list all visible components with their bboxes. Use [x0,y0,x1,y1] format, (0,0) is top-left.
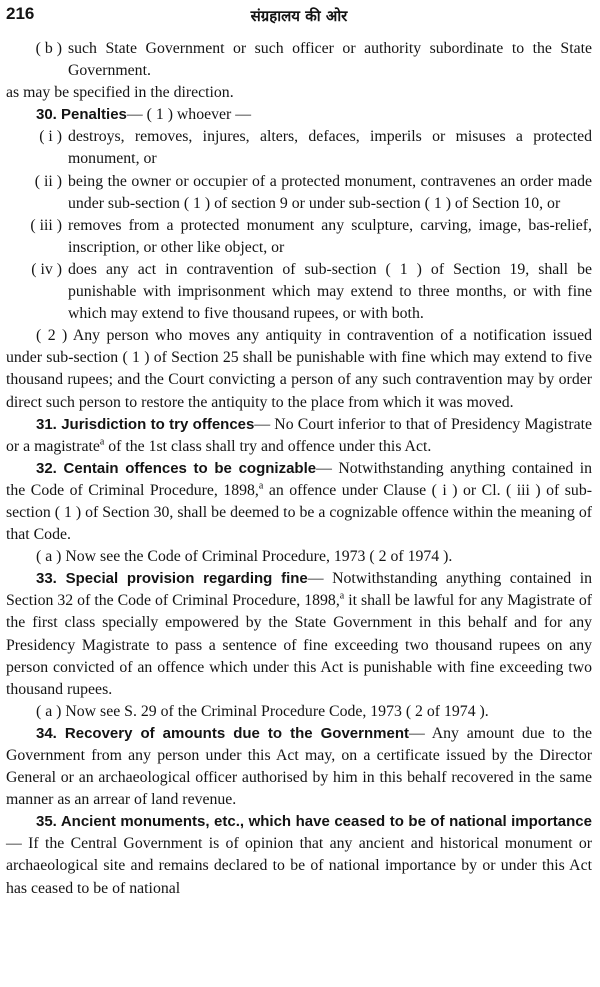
clause-iii [6,215,592,259]
page-header [6,4,592,38]
footnote: ( a ) Now see the Code of Criminal Procedure, 1973 ( 2 of 1974 ). [36,548,453,566]
clause-label: ( iii ) [30,216,62,234]
section-title: 34. Recovery of amounts due to the Government [36,724,409,742]
footnote-marker: a [99,436,105,448]
clause-text: does any act in contravention of sub-section ( 1 ) of Section 19, shall be punishable with imprisonment which may extend to three months, or with fine which may extend to five thousand rupees, or with both. [68,260,592,323]
section-text: — Notwithstanding anything contained in Section 32 of the Code of Criminal Procedure, 1898, [6,570,592,610]
section-title: 35. Ancient monuments, etc., which have ceased to be of national importance [36,813,592,831]
page-body [6,38,592,900]
section-text: of the 1st class shall try and offence under this Act. [104,437,432,455]
section-title: 31. Jurisdiction to try offences [36,415,255,433]
clause-label: ( b ) [35,40,62,57]
clause-text: removes from a protected monument any sculpture, carving, image, bas-relief, inscription, or other like object, or [68,216,592,256]
clause-iv [6,259,592,325]
clause-i [6,126,592,170]
section-33 [6,568,592,701]
footnote-marker: a [258,480,264,492]
section-text: — No Court inferior to that of Presidency Magistrate or a magistrate [6,415,592,455]
clause-label: ( iv ) [31,260,62,278]
section-text: — ( 1 ) whoever — [126,106,252,124]
section-34 [6,723,592,811]
section-text: — Notwithstanding anything contained in the Code of Criminal Procedure, 1898, [6,459,592,499]
page-number: 216 [6,4,35,23]
section-35 [6,811,592,899]
section-30-subsection-2: ( 2 ) Any person who moves any antiquity in contravention of a notification issued under sub-section ( 1 ) of Section 25 shall be punishable with fine which may extend to five thousand rupees; and the Court convicting a person of any such contravention may by order direct such person to restore the antiquity to the place from which it was moved. [6,327,592,411]
clause-label: ( ii ) [34,172,62,190]
section-text: it shall be lawful for any Magistrate of the first class specially empowered by the State Government in this behalf and for any Presidency Magistrate to pass a sentence of fine exceeding two thousand rupees on any person convicted of an offence which under this Act is punishable with fine exceeding two thousand rupees. [6,592,592,698]
section-title: 33. Special provision regarding fine [36,570,308,588]
clause-text: destroys, removes, injures, alters, defaces, imperils or misuses a protected monument, or [68,128,592,168]
footnote: ( a ) Now see S. 29 of the Criminal Procedure Code, 1973 ( 2 of 1974 ). [36,702,489,720]
section-text: — If the Central Government is of opinion that any ancient and historical monument or archaeological site and remains declared to be of national importance by or under this Act has ceased to be of national [6,835,592,897]
section-text: an offence under Clause ( i ) or Cl. ( iii ) of sub-section ( 1 ) of Section 30, shall be deemed to be a cognizable offence within the meaning of that Code. [6,481,592,544]
footnote-marker: a [339,591,345,603]
section-title: 30. Penalties [36,106,127,124]
clause-label: ( i ) [39,128,62,146]
section-31 [6,414,592,458]
section-title: 32. Centain offences to be cognizable [36,459,317,477]
section-32 [6,458,592,546]
paragraph-specified: as may be specified in the direction. [6,84,234,102]
clause-text: such State Government or such officer or authority subordinate to the State Government. [68,40,592,80]
clause-ii [6,171,592,215]
section-30-heading [6,104,592,126]
section-text: — Any amount due to the Government from any person under this Act may, on a certificate issued by the Director General or an archaeological officer authorised by him in this behalf recovered in the same manner as an arrear of land revenue. [6,724,592,809]
running-head: संग्रहालय की ओर [250,7,348,25]
clause-text: being the owner or occupier of a protected monument, contravenes an order made under sub-section ( 1 ) of section 9 or under sub-section ( 1 ) of Section 10, or [68,172,592,212]
clause-b [6,38,592,82]
